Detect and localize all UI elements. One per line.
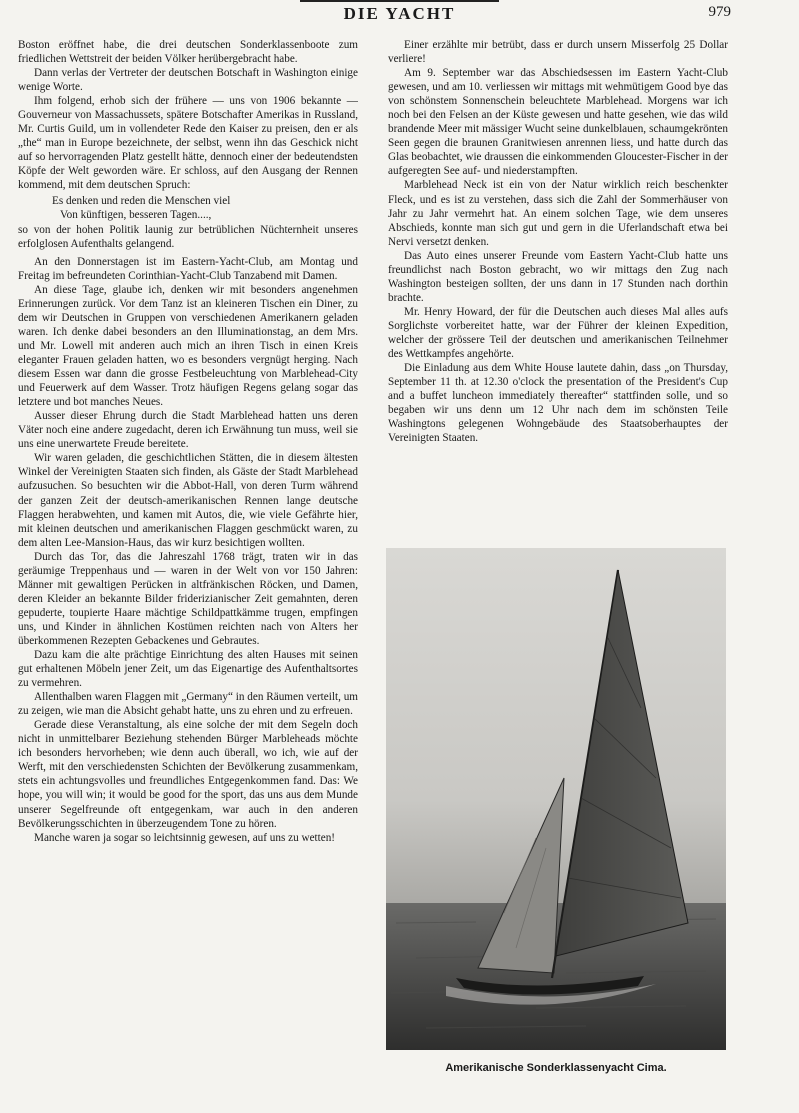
paragraph: An den Donnerstagen ist im Eastern-Yacht-Club, am Montag und Freitag im befreundeten Corinthian-Yacht-Club Tanzabend mit Damen. xyxy=(18,255,358,282)
paragraph: Dazu kam die alte prächtige Einrichtung des alten Hauses mit seinen gut erhaltenen Möbeln jener Zeit, um das Eigenartige des Aufenthaltsortes zu vermehren. xyxy=(18,649,358,690)
page-number: 979 xyxy=(708,4,731,20)
paragraph: Die Einladung aus dem White House lautete dahin, dass „on Thursday, September 11 th. at 12.30 o'clock the presentation of the President's Cup and a buffet luncheon immediately thereafter“ stattfinden solle, und so begaben wir uns denn um 12 Uhr nach dem im schönsten Teile Washingtons gelegenen Wohngebäude des Staatsoberhauptes der Vereinigten Staaten. xyxy=(388,362,728,445)
paragraph: Ausser dieser Ehrung durch die Stadt Marblehead hatten uns deren Väter noch eine andere zugedacht, deren ich Erwähnung tun muss, weil sie uns eine unerwartete Freude bereitete. xyxy=(18,410,358,451)
paragraph: Ihm folgend, erhob sich der frühere — uns von 1906 bekannte — Gouverneur von Massachussets, spätere Botschafter Amerikas in Russland, Mr. Curtis Guild, um in vollendeter Rede den Kaiser zu preisen, den er als „the“ man in Europe bezeichnete, der selbst, wenn ihn das Geschick nicht auf so hervorragenden Platz gestellt hätte, dennoch einer der bedeutendsten Köpfe der Welt geworden wäre. Er schloss, auf den Ausgang der Rennen kommend, mit dem deutschen Spruch: xyxy=(18,95,358,192)
paragraph: Durch das Tor, das die Jahreszahl 1768 trägt, traten wir in das geräumige Treppenhaus und — waren in der Welt von vor 150 Jahren: Männer mit gewaltigen Perücken in altfränkischen Röcken, und Damen, deren Kleider an bekannte Bilder friderizianischer Zeit gemahnten, deren gepuderte, toupierte Haare mächtige Schildpattkämme trugen, empfingen uns, und Kinder in ähnlichen Kostümen reichten nach von Alters her überkommenen Rezepten Gebackenes und Gebrautes. xyxy=(18,550,358,647)
poem-line: Von künftigen, besseren Tagen...., xyxy=(60,208,212,221)
paragraph: Dann verlas der Vertreter der deutschen Botschaft in Washington einige wenige Worte. xyxy=(18,67,358,94)
poem-quote xyxy=(52,194,358,222)
poem-line: Es denken und reden die Menschen viel xyxy=(52,194,231,207)
right-column xyxy=(388,38,728,548)
paragraph: Marblehead Neck ist ein von der Natur wirklich reich beschenkter Fleck, und es ist zu verstehen, dass sich die Zahl der Sommerhäuser von Jahr zu Jahr vermehrt hat. An einem solchen Tage, wie dem unseres Abschieds, konnte man sich gut und gern in die Uferlandschaft etwa bei Nervi versetzt denken. xyxy=(388,179,728,248)
paragraph: Allenthalben waren Flaggen mit „Germany“ in den Räumen verteilt, um zu zeigen, wie man die Absicht gehabt hatte, uns zu ehren und zu erfreuen. xyxy=(18,691,358,718)
left-column xyxy=(18,38,358,1096)
header-rule xyxy=(300,0,499,2)
paragraph: so von der hohen Politik launig zur betrüblichen Nüchternheit unseres erfolglosen Aufenthalts gelangend. xyxy=(18,223,358,250)
paragraph: Manche waren ja sogar so leichtsinnig gewesen, auf uns zu wetten! xyxy=(34,831,336,844)
paragraph: Gerade diese Veranstaltung, als eine solche der mit dem Segeln doch nicht in unmittelbarer Beziehung stehenden Bürger Marbleheads möchte ich besonders hervorheben; wie denn auch überall, wo ich, wie auf der Werft, mit den verschiedensten Schichten der Bevölkerung zusammenkam, stets ein achtungsvolles und freundliches Entgegenkommen fand. Das: We hope, you will win; it would be good for the sport, das uns aus dem Munde unserer Segelfreunde oft entgegenkam, war auch in den anderen Bevölkerungsschichten in überzeugendem Tone zu hören. xyxy=(18,719,358,830)
figure-caption: Amerikanische Sonderklassenyacht Cima. xyxy=(445,1062,667,1074)
paragraph: Boston eröffnet habe, die drei deutschen Sonderklassenboote zum friedlichen Wettstreit der beiden Völker herübergebracht habe. xyxy=(18,39,358,66)
paragraph: Mr. Henry Howard, der für die Deutschen auch dieses Mal alles aufs Sorglichste vorbereitet hatte, war der Führer der kleinen Expedition, welcher der grössere Teil der deutschen und amerikanischen Teilnehmer des Wettkampfes angehörte. xyxy=(388,305,728,361)
paragraph: Einer erzählte mir betrübt, dass er durch unsern Misserfolg 25 Dollar verliere! xyxy=(388,39,728,66)
sailboat-photo xyxy=(386,548,726,1050)
paragraph: Wir waren geladen, die geschichtlichen Stätten, die in diesem ältesten Winkel der Vereinigten Staaten sich finden, als Gäste der Stadt Marblehead aufzusuchen. So besuchten wir die Abbot-Hall, von deren Turm während der ganzen Zeit der deutsch-amerikanischen Rennen lange deutsche Flaggen herabwehten, und kamen mit Autos, die, wie viele Gefährte hier, mit kleinen deutschen und amerikanischen Flaggen geschmückt waren, zu dem alten Lee-Mansion-Haus, das wir kurz besichtigen wollten. xyxy=(18,452,358,549)
sailboat-illustration xyxy=(386,548,726,1050)
paragraph: Am 9. September war das Abschiedsessen im Eastern Yacht-Club gewesen, und am 10. verliessen wir mittags mit wehmütigem Good bye das von schönstem Sonnenschein beleuchtete Marblehead. Morgens war ich noch bei den Felsen an der Küste gewesen und hatte gesehen, wie das wild brandende Meer mit mässiger Wucht seine dunkelblauen, schaumgekrönten Seen gegen die braunen Granitwiesen anrennen liess, und hatte durch das Glas beobachtet, wie draussen die einkommenden Gloucester-Fischer in der aufgeregten See auf- und niederstampften. xyxy=(388,67,728,178)
page-title: DIE YACHT xyxy=(343,4,456,23)
paragraph: Das Auto eines unserer Freunde vom Eastern Yacht-Club hatte uns freundlichst nach Boston gebracht, wo wir mittags den Zug nach Washington besteigen sollten, der uns dann in 17 Stunden nach dorthin brachte. xyxy=(388,249,728,304)
paragraph: An diese Tage, glaube ich, denken wir mit besonders angenehmen Erinnerungen zurück. Vor dem Tanz ist an kleineren Tischen ein Diner, zu dem wir Deutschen in Gruppen von verschiedenen Amerikanern geladen waren. Ich denke dabei besonders an den Illuminationstag, an dem Mrs. und Mr. Lowell mit anderen auch mich an ihren Tisch in einen Kreis eleganter Frauen geladen hatten, wo es besonders vergnügt herging. Nach diesem Essen war dann die grosse Festbeleuchtung von Marblehead-City und Feuerwerk auf dem Wasser. Trotz häufigen Regens gelang sogar das letztere und bot manches Neues. xyxy=(18,283,358,409)
